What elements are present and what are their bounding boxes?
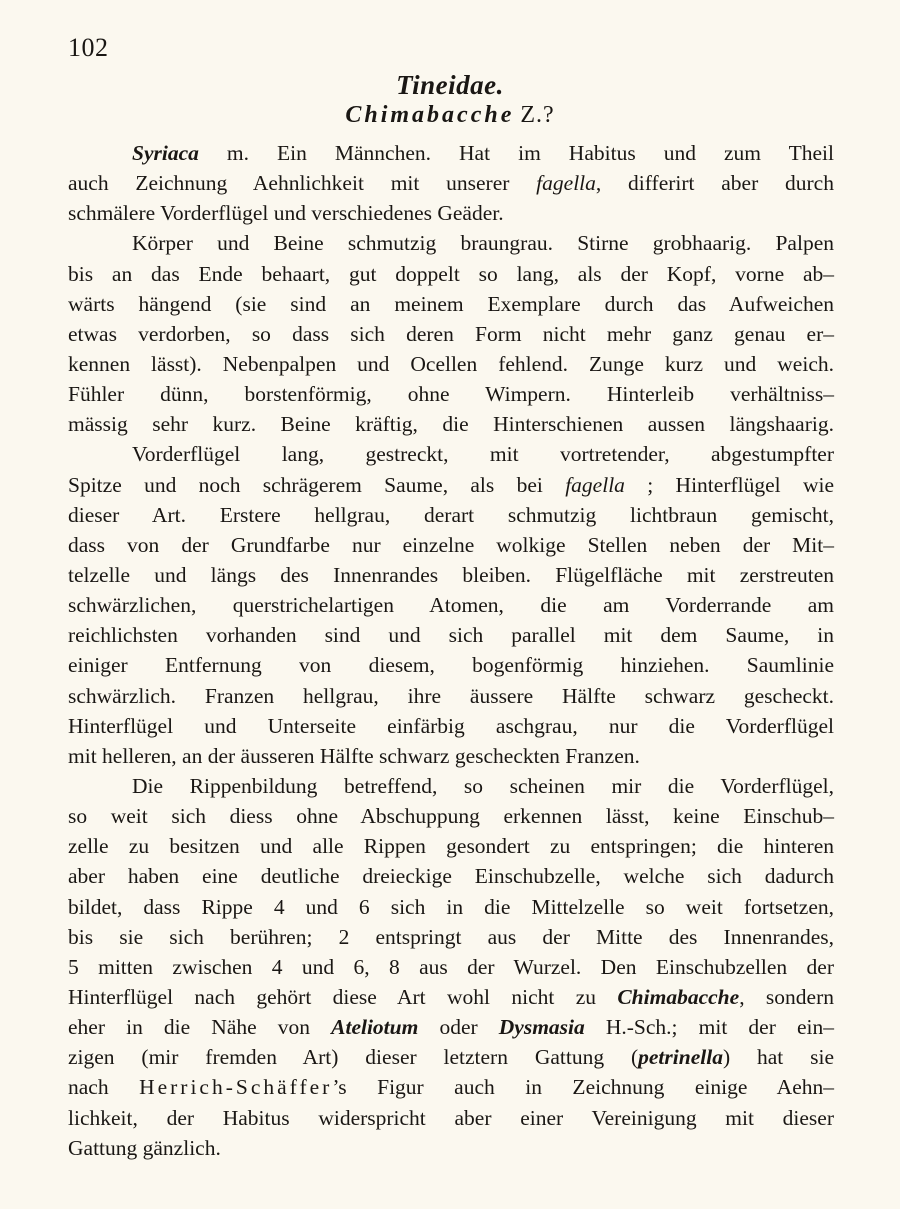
text-segment: bildet, dass Rippe 4 und 6 sich in die Mittelzelle so weit fortsetzen,: [68, 894, 834, 919]
text-line: [68, 379, 834, 409]
text-segment: aber haben eine deutliche dreieckige Einschubzelle, welche sich dadurch: [68, 864, 834, 889]
text-segment: , sondern: [739, 984, 834, 1009]
text-segment: zigen (mir fremden Art) dieser letztern Gattung (: [68, 1045, 639, 1070]
text-segment: kennen lässt). Nebenpalpen und Ocellen fehlend. Zunge kurz und weich.: [68, 351, 834, 376]
text-segment: mässig sehr kurz. Beine kräftig, die Hinterschienen aussen längshaarig.: [68, 412, 834, 437]
text-line: [68, 259, 834, 289]
text-line: [68, 1133, 834, 1163]
text-segment: so weit sich diess ohne Abschuppung erkennen lässt, keine Einschub–: [68, 804, 834, 829]
text-line: [68, 681, 834, 711]
text-line: [68, 319, 834, 349]
text-segment: eher in die Nähe von: [68, 1015, 332, 1040]
genus-author: Z.?: [520, 102, 555, 128]
page-number: 102: [68, 33, 109, 62]
text-segment: wärts hängend (sie sind an meinem Exemplare durch das Aufweichen: [68, 291, 834, 316]
text-segment: schwärzlich. Franzen hellgrau, ihre äussere Hälfte schwarz gescheckt.: [68, 683, 834, 708]
text-line: [68, 801, 834, 831]
text-segment: lichkeit, der Habitus widerspricht aber einer Vereinigung mit dieser: [68, 1105, 834, 1130]
text-segment: Vorderflügel lang, gestreckt, mit vortretender, abgestumpfter: [132, 442, 834, 467]
text-line: [68, 771, 834, 801]
text-segment: dieser Art. Erstere hellgrau, derart schmutzig lichtbraun gemischt,: [68, 502, 834, 527]
text-segment: nach: [68, 1075, 140, 1100]
emphasized-text: Dysmasia: [498, 1015, 585, 1040]
text-line: [68, 500, 834, 530]
text-segment: zelle zu besitzen und alle Rippen gesondert zu entspringen; die hinteren: [68, 834, 834, 859]
text-segment: , differirt aber durch: [595, 171, 834, 196]
emphasized-text: fagella: [536, 171, 596, 196]
text-segment: Körper und Beine schmutzig braungrau. Stirne grobhaarig. Palpen: [132, 231, 834, 256]
text-segment: schmälere Vorderflügel und verschiedenes Geäder.: [68, 201, 504, 226]
text-line: [68, 168, 834, 198]
text-line: [68, 620, 834, 650]
text-line: [68, 892, 834, 922]
text-segment: m. Ein Männchen. Hat im Habitus und zum Theil: [198, 141, 834, 165]
text-segment: oder: [418, 1015, 499, 1040]
text-line: [68, 470, 834, 500]
text-line: [68, 198, 834, 228]
text-line: [68, 861, 834, 891]
emphasized-text: petrinella: [638, 1045, 723, 1070]
text-line: [68, 1103, 834, 1133]
text-line: [68, 1012, 834, 1042]
emphasized-text: Syriaca: [132, 141, 199, 165]
text-line: [68, 138, 834, 168]
text-segment: Gattung gänzlich.: [68, 1135, 221, 1160]
text-line: [68, 228, 834, 258]
text-segment: reichlichsten vorhanden sind und sich parallel mit dem Saume, in: [68, 623, 834, 648]
text-segment: Hinterflügel und Unterseite einfärbig aschgrau, nur die Vorderflügel: [68, 713, 834, 738]
text-line: [68, 831, 834, 861]
text-line: [68, 409, 834, 439]
text-segment: einiger Entfernung von diesem, bogenförmig hinziehen. Saumlinie: [68, 653, 834, 678]
text-line: [68, 289, 834, 319]
text-segment: dass von der Grundfarbe nur einzelne wolkige Stellen neben der Mit–: [68, 532, 834, 557]
text-segment: bis sie sich berühren; 2 entspringt aus der Mitte des Innenrandes,: [68, 924, 834, 949]
text-line: [68, 439, 834, 469]
text-line: [68, 1072, 834, 1102]
text-segment: telzelle und längs des Innenrandes bleiben. Flügelfläche mit zerstreuten: [68, 562, 834, 587]
family-title: Tineidae.: [396, 70, 504, 100]
text-line: [68, 952, 834, 982]
spaced-name: Herrich-Schäffer: [139, 1075, 333, 1100]
text-segment: etwas verdorben, so dass sich deren Form nicht mehr ganz genau er–: [68, 321, 834, 346]
text-segment: Hinterflügel nach gehört diese Art wohl nicht zu: [68, 984, 618, 1009]
text-line: [68, 590, 834, 620]
genus-heading: [0, 102, 900, 129]
body-text: [68, 138, 834, 1163]
text-line: [68, 711, 834, 741]
text-line: [68, 922, 834, 952]
emphasized-text: fagella: [565, 472, 625, 497]
text-segment: auch Zeichnung Aehnlichkeit mit unserer: [68, 171, 537, 196]
emphasized-text: Ateliotum: [331, 1015, 419, 1040]
emphasized-text: Chimabacche: [617, 984, 740, 1009]
text-segment: ; Hinterflügel wie: [624, 472, 834, 497]
text-line: [68, 1042, 834, 1072]
text-segment: Die Rippenbildung betreffend, so scheinen mir die Vorderflügel,: [132, 773, 834, 798]
text-segment: ) hat sie: [722, 1045, 834, 1070]
genus-name: Chimabacche: [345, 102, 515, 128]
text-line: [68, 530, 834, 560]
text-segment: Spitze und noch schrägerem Saume, als bei: [68, 472, 566, 497]
text-line: [68, 982, 834, 1012]
text-segment: bis an das Ende behaart, gut doppelt so lang, als der Kopf, vorne ab–: [68, 261, 834, 286]
text-segment: 5 mitten zwischen 4 und 6, 8 aus der Wurzel. Den Einschubzellen der: [68, 954, 834, 979]
text-line: [68, 560, 834, 590]
text-line: [68, 349, 834, 379]
text-segment: Fühler dünn, borstenförmig, ohne Wimpern. Hinterleib verhältniss–: [68, 382, 834, 407]
text-line: [68, 741, 834, 771]
text-segment: mit helleren, an der äusseren Hälfte schwarz gescheckten Franzen.: [68, 743, 640, 768]
text-line: [68, 650, 834, 680]
text-segment: schwärzlichen, querstrichelartigen Atomen, die am Vorderrande am: [68, 593, 834, 618]
text-segment: ’s Figur auch in Zeichnung einige Aehn–: [332, 1075, 834, 1100]
text-segment: H.-Sch.; mit der ein–: [584, 1015, 834, 1040]
